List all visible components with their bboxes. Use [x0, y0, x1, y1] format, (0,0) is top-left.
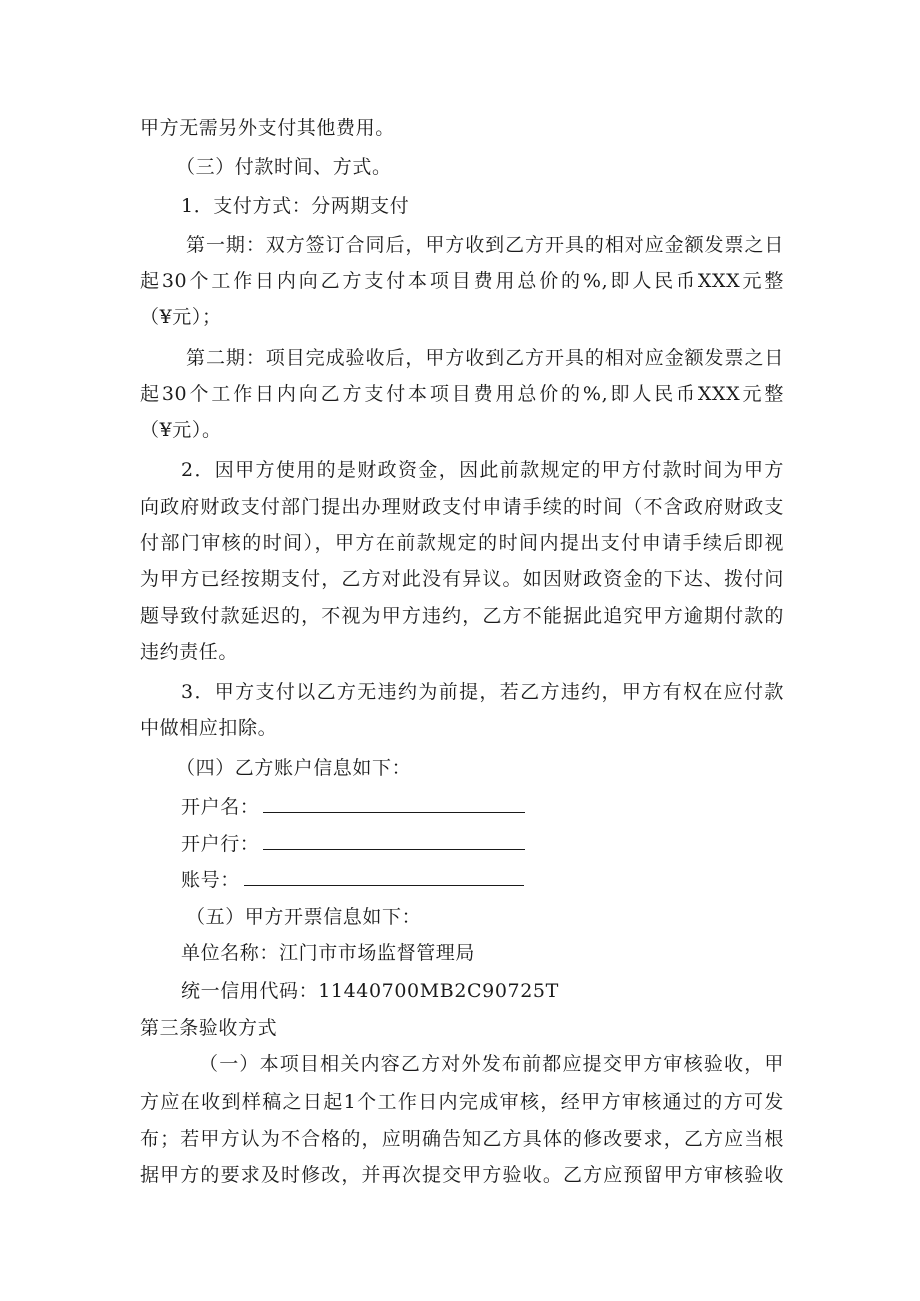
account-bank-row [181, 831, 525, 856]
section-heading-account: （四）乙方账户信息如下： [176, 757, 412, 779]
paragraph-line: 甲方无需另外支付其他费用。 [140, 117, 395, 139]
section-heading-invoice: （五）甲方开票信息如下： [186, 906, 422, 928]
paragraph-line: 方应在收到样稿之日起1个工作日内完成审核，经甲方审核通过的方可发 [140, 1091, 784, 1113]
paragraph-line: 起30个工作日内向乙方支付本项目费用总价的%,即人民币XXX元整 [140, 383, 784, 405]
invoice-unit-name: 单位名称：江门市市场监督管理局 [181, 942, 476, 964]
clause-heading: 1．支付方式：分两期支付 [181, 195, 410, 217]
section-heading-payment: （三）付款时间、方式。 [176, 156, 392, 178]
account-name-row [181, 794, 525, 819]
paragraph-line: 布；若甲方认为不合格的，应明确告知乙方具体的修改要求，乙方应当根 [140, 1128, 784, 1150]
paragraph-line: 违约责任。 [140, 641, 239, 663]
paragraph-line: 起30个工作日内向乙方支付本项目费用总价的%,即人民币XXX元整 [140, 270, 784, 292]
article-heading-acceptance: 第三条验收方式 [140, 1017, 278, 1039]
paragraph-line: 第一期：双方签订合同后，甲方收到乙方开具的相对应金额发票之日 [186, 234, 784, 256]
account-name-label: 开户名： [181, 796, 260, 818]
paragraph-line: 题导致付款延迟的，不视为甲方违约，乙方不能据此追究甲方逾期付款的 [140, 605, 784, 627]
paragraph-line: 付部门审核的时间），甲方在前款规定的时间内提出支付申请手续后即视 [140, 532, 784, 554]
account-bank-label: 开户行： [181, 833, 260, 855]
account-bank-blank [263, 831, 525, 850]
paragraph-line: 3．甲方支付以乙方无违约为前提，若乙方违约，甲方有权在应付款 [181, 681, 784, 703]
account-number-blank [244, 867, 524, 886]
invoice-credit-code: 统一信用代码：11440700MB2C90725T [181, 980, 559, 1002]
account-name-blank [263, 794, 525, 813]
paragraph-line: 2．因甲方使用的是财政资金，因此前款规定的甲方付款时间为甲方 [181, 459, 784, 481]
paragraph-line: 为甲方已经按期支付，乙方对此没有异议。如因财政资金的下达、拨付问 [140, 568, 784, 590]
account-number-row [181, 867, 524, 892]
paragraph-line: 第二期：项目完成验收后，甲方收到乙方开具的相对应金额发票之日 [186, 347, 784, 369]
account-number-label: 账号： [181, 869, 240, 891]
paragraph-line: 向政府财政支付部门提出办理财政支付申请手续的时间（不含政府财政支 [140, 496, 784, 518]
paragraph-line: （一）本项目相关内容乙方对外发布前都应提交甲方审核验收，甲 [199, 1053, 784, 1075]
paragraph-line: 据甲方的要求及时修改，并再次提交甲方验收。乙方应预留甲方审核验收 [140, 1164, 784, 1186]
paragraph-line: （¥元）。 [140, 419, 222, 441]
paragraph-line: （¥元）； [140, 306, 222, 328]
paragraph-line: 中做相应扣除。 [140, 717, 278, 739]
